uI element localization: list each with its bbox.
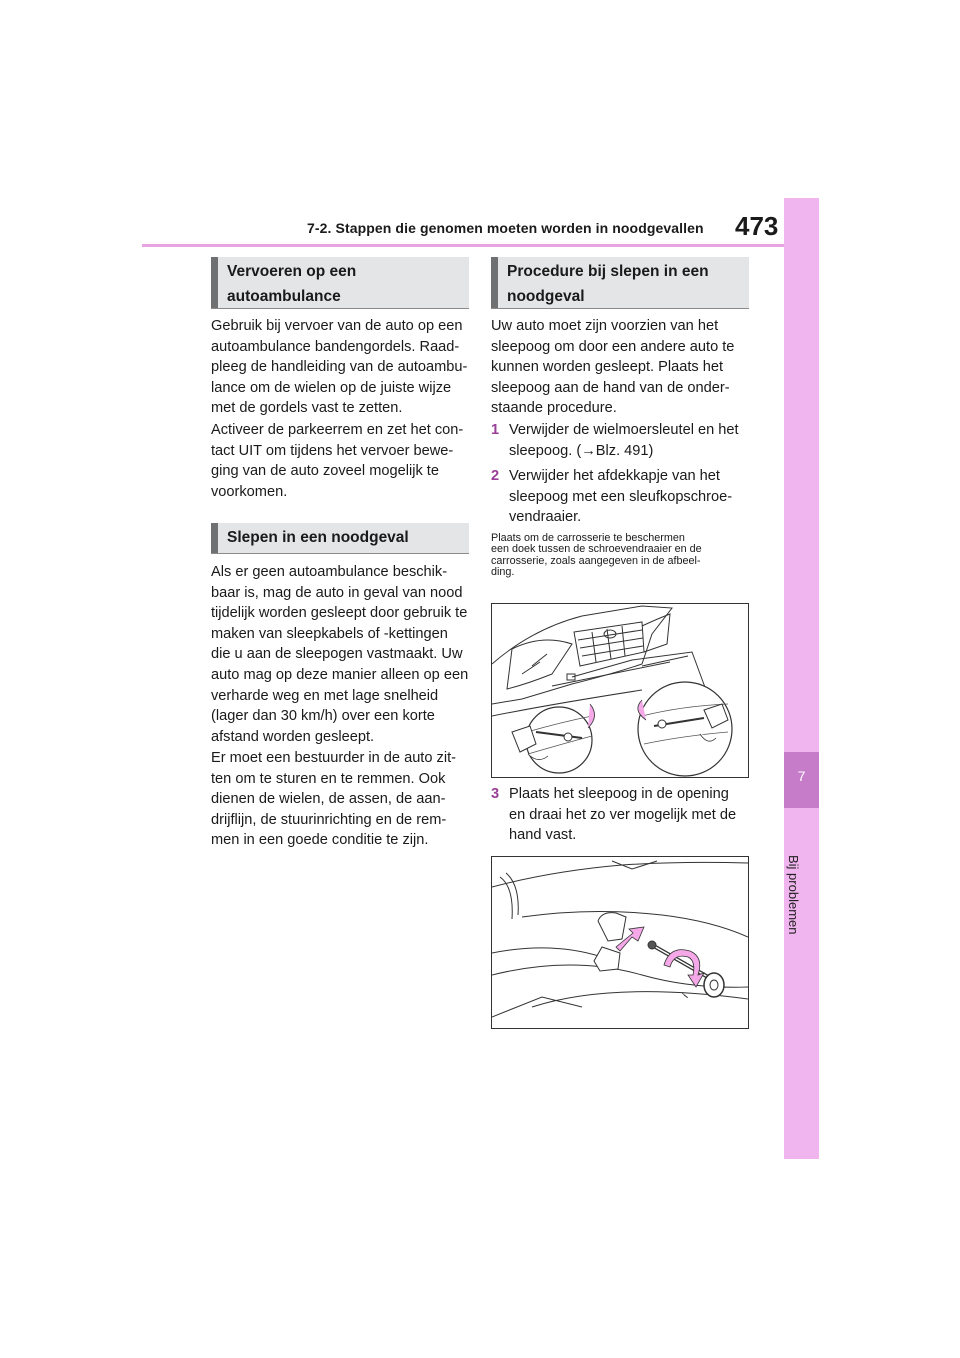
section-title: Slepen in een noodgeval: [227, 529, 409, 546]
text-line: sleepoog. (→Blz. 491): [509, 442, 654, 459]
step-number: 3: [491, 786, 500, 802]
text-line: maken van sleepkabels of -kettingen: [211, 625, 448, 642]
text-line: met de gordels vast te zetten.: [211, 400, 403, 417]
text-line: voorkomen.: [211, 483, 288, 500]
header-rule: [142, 244, 784, 247]
text-line: men in een goede conditie te zijn.: [211, 832, 429, 849]
paragraph-slepen-1: [211, 562, 468, 747]
text-line: Als er geen autoambulance beschik-: [211, 564, 448, 580]
text-line: die u aan de sleepogen vastmaakt. Uw: [211, 646, 463, 663]
text-line: drijflijn, de stuurinrichting en de rem-: [211, 811, 447, 828]
illustration-install-tow-eye: [491, 856, 749, 1029]
section-header-procedure: [491, 257, 749, 309]
text-line: verharde weg en met lage snelheid: [211, 687, 439, 704]
text-line: baar is, mag de auto in geval van nood: [211, 584, 463, 601]
paragraph-procedure-intro: [491, 316, 734, 419]
chapter-number: 7: [797, 768, 806, 784]
text-line: sleepoog aan de hand van de onder-: [491, 379, 730, 396]
text-line: kunnen worden gesleept. Plaats het: [491, 359, 724, 376]
section-title-line: Vervoeren op een: [227, 263, 357, 280]
text-line: sleepoog met een sleufkopschroe-: [509, 488, 733, 505]
illustration-install-tow-eye-drawing: [492, 857, 748, 1028]
step-number: 1: [491, 422, 500, 438]
text-line: Activeer de parkeerrem en zet het con-: [211, 422, 464, 438]
text-line: staande procedure.: [491, 400, 617, 417]
text-line: auto mag op deze manier alleen op een: [211, 666, 469, 683]
step-number: 2: [491, 468, 500, 484]
note-line: een doek tussen de schroevendraaier en de: [491, 543, 702, 556]
text-line: Er moet een bestuurder in de auto zit-: [211, 750, 456, 766]
paragraph-autoambulance-2: [211, 420, 463, 502]
section-title-line: Procedure bij slepen in een: [507, 263, 709, 280]
note-line: ding.: [491, 566, 515, 579]
text-line: hand vast.: [509, 827, 577, 844]
step-text: [509, 784, 736, 846]
paragraph-autoambulance-1: [211, 316, 467, 419]
step-2: [491, 466, 751, 528]
text-line: afstand worden gesleept.: [211, 728, 375, 745]
text-line: Verwijder de wielmoersleutel en het: [509, 422, 739, 438]
text-line: pleeg de handleiding van de autoambu-: [211, 359, 468, 376]
illustration-remove-cover: [491, 603, 749, 778]
text-line: sleepoog om door een andere auto te: [491, 338, 735, 355]
text-line: Verwijder het afdekkapje van het: [509, 468, 720, 484]
chapter-side-tab[interactable]: [784, 198, 819, 1159]
section-title-line: noodgeval: [507, 288, 585, 305]
text-line: Gebruik bij vervoer van de auto op een: [211, 318, 463, 334]
section-title-line: autoambulance: [227, 288, 341, 305]
note-line: Plaats om de carrosserie te beschermen: [491, 532, 685, 544]
paragraph-slepen-2: [211, 748, 456, 851]
step-text: [509, 420, 739, 461]
text-line: ten om te sturen en te remmen. Ook: [211, 770, 446, 787]
page-number: 473: [735, 211, 779, 241]
text-line: tact UIT om tijdens het vervoer bewe-: [211, 442, 454, 459]
section-header-autoambulance: [211, 257, 469, 309]
text-line: en draai het zo ver mogelijk met de: [509, 806, 737, 823]
text-line: dienen de wielen, de assen, de aan-: [211, 791, 446, 808]
step-text: [509, 466, 732, 528]
text-line: tijdelijk worden gesleept door gebruik te: [211, 605, 468, 622]
text-line: Uw auto moet zijn voorzien van het: [491, 318, 719, 334]
text-line: vendraaier.: [509, 509, 582, 526]
chapter-side-label: Bij problemen: [786, 855, 801, 935]
text-line: Plaats het sleepoog in de opening: [509, 786, 729, 802]
step-3: [491, 784, 751, 846]
note-line: carrosserie, zoals aangegeven in de afbeel-: [491, 554, 701, 567]
step-1: [491, 420, 751, 462]
text-line: lance om de wielen op de juiste wijze: [211, 379, 452, 396]
chapter-title: 7-2. Stappen die genomen moeten worden in noodgevallen: [307, 220, 704, 236]
text-line: (lager dan 30 km/h) over een korte: [211, 708, 435, 725]
section-header-slepen: [211, 523, 469, 554]
illustration-remove-cover-drawing: [492, 604, 748, 777]
note-carrosserie: [491, 533, 702, 579]
text-line: autoambulance bandengordels. Raad-: [211, 338, 460, 355]
text-line: ging van de auto zoveel mogelijk te: [211, 463, 439, 480]
